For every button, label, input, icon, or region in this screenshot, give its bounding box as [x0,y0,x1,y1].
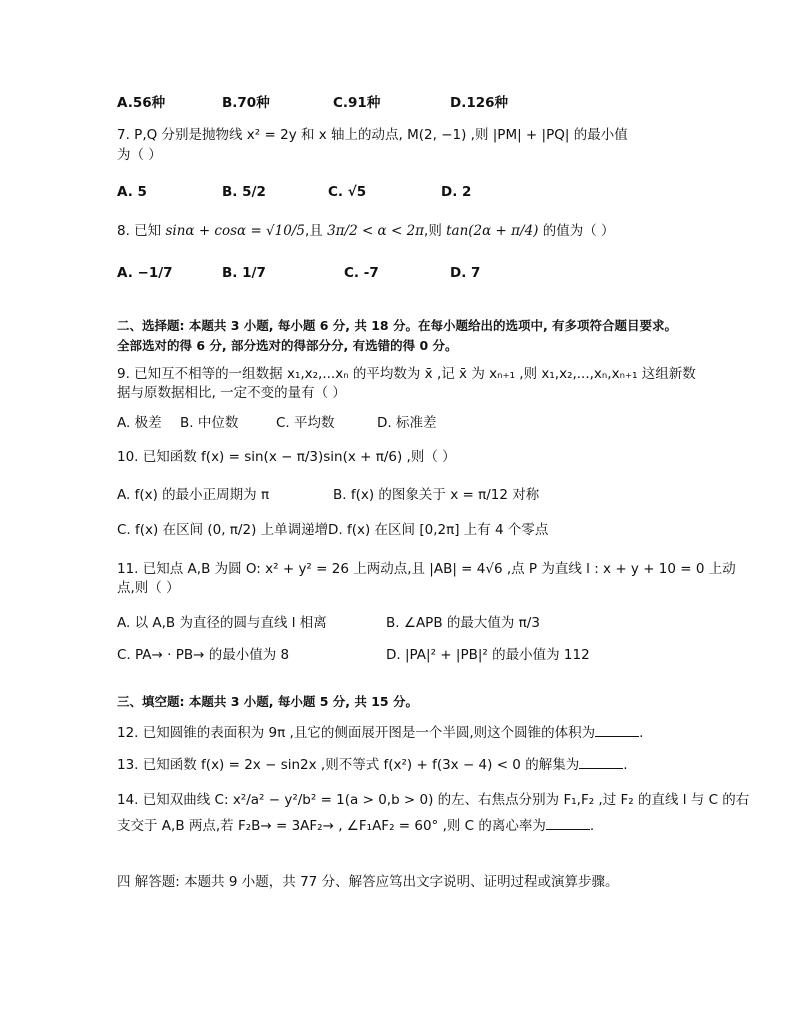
q11-option-c: C. PA→ · PB→ 的最小值为 8 [117,647,290,663]
q9-stem-line2: 据与原数据相比, 一定不变的量有（ ） [117,385,346,401]
q9-option-c: C. 平均数 [276,415,335,431]
q6-option-b: B.70种 [222,95,270,111]
q8-prefix: 8. 已知 [117,223,162,239]
q11-option-d: D. |PA|² + |PB|² 的最小值为 112 [386,647,590,663]
q9-option-b: B. 中位数 [180,415,239,431]
q12-stem: 12. 已知圆锥的表面积为 9π ,且它的侧面展开图是一个半圆,则这个圆锥的体积为 [117,725,596,741]
q7-stem-line1: 7. P,Q 分别是抛物线 x² = 2y 和 x 轴上的动点, M(2, −1) ,则 |PM| + |PQ| 的最小值 [117,127,628,143]
q10-option-c: C. f(x) 在区间 (0, π/2) 上单调递增 [117,522,329,538]
q11-stem-line2: 点,则（ ） [117,580,180,596]
q9-option-a: A. 极差 [117,415,162,431]
q8-option-a: A. −1/7 [117,265,173,281]
q13-stem: 13. 已知函数 f(x) = 2x − sin2x ,则不等式 f(x²) + f(3x − 4) < 0 的解集为 [117,757,580,773]
q10-option-d: D. f(x) 在区间 [0,2π] 上有 4 个零点 [328,522,549,538]
q7-option-a: A. 5 [117,184,147,200]
q8-then: ,则 [424,223,442,239]
q9-stem-line1: 9. 已知互不相等的一组数据 x₁,x₂,...xₙ 的平均数为 x̄ ,记 x̄ 为 xₙ₊₁ ,则 x₁,x₂,...,xₙ,xₙ₊₁ 这组新数 [117,366,696,382]
q7-option-d: D. 2 [441,184,472,200]
q10-option-b: B. f(x) 的图象关于 x = π/12 对称 [333,487,540,503]
q11-option-a: A. 以 A,B 为直径的圆与直线 l 相离 [117,615,327,631]
q10-stem: 10. 已知函数 f(x) = sin(x − π/3)sin(x + π/6) ,则（ ） [117,449,456,465]
q12-line: 12. 已知圆锥的表面积为 9π ,且它的侧面展开图是一个半圆,则这个圆锥的体积为 . [117,725,644,741]
q14-line1: 14. 已知双曲线 C: x²/a² − y²/b² = 1(a > 0,b > 0) 的左、右焦点分别为 F₁,F₂ ,过 F₂ 的直线 l 与 C 的右 [117,792,750,808]
q11-option-b: B. ∠APB 的最大值为 π/3 [386,615,540,631]
q8-suffix: 的值为（ ） [542,223,615,239]
q7-option-b: B. 5/2 [222,184,266,200]
q14-answer-blank [546,817,590,830]
q13-line: 13. 已知函数 f(x) = 2x − sin2x ,则不等式 f(x²) + f(3x − 4) < 0 的解集为 . [117,757,628,773]
q8-option-b: B. 1/7 [222,265,266,281]
q13-answer-blank [579,756,623,769]
q6-option-d: D.126种 [450,95,509,111]
q12-answer-blank [595,724,639,737]
q9-option-d: D. 标准差 [377,415,437,431]
q8-condition: sinα + cosα = √10/5 [165,223,305,239]
q8-target: tan(2α + π/4) [446,223,539,239]
section-4-heading: 四 解答题: 本题共 9 小题，共 77 分、解答应笃出文字说明、证明过程或演算步骤。 [117,874,619,890]
q8-range: 3π/2 < α < 2π [327,223,425,239]
q10-option-a: A. f(x) 的最小正周期为 π [117,487,270,503]
q14-stem-line2: 支交于 A,B 两点,若 F₂B→ = 3AF₂→ , ∠F₁AF₂ = 60° ,则 C 的离心率为 [117,818,546,834]
q8-option-d: D. 7 [450,265,481,281]
q8-option-c: C. -7 [344,265,379,281]
q8-stem [117,222,615,240]
q7-option-c: C. √5 [328,184,367,200]
section-2-heading: 二、选择题: 本题共 3 小题, 每小题 6 分, 共 18 分。在每小题给出的选项中, 有多项符合题目要求。全部选对的得 6 分, 部分选对的得部分分, 有选错的得 0 分。 [117,318,678,353]
section-3-heading: 三、填空题: 本题共 3 小题, 每小题 5 分, 共 15 分。 [117,694,418,709]
q14-line2: 支交于 A,B 两点,若 F₂B→ = 3AF₂→ , ∠F₁AF₂ = 60° ,则 C 的离心率为 . [117,818,595,834]
q6-option-c: C.91种 [333,95,381,111]
q6-option-a: A.56种 [117,95,166,111]
q11-stem-line1: 11. 已知点 A,B 为圆 O: x² + y² = 26 上两动点,且 |AB| = 4√6 ,点 P 为直线 l : x + y + 10 = 0 上动 [117,561,736,577]
q8-mid: ,且 [304,223,323,239]
q7-stem-line2: 为（ ） [117,147,162,163]
